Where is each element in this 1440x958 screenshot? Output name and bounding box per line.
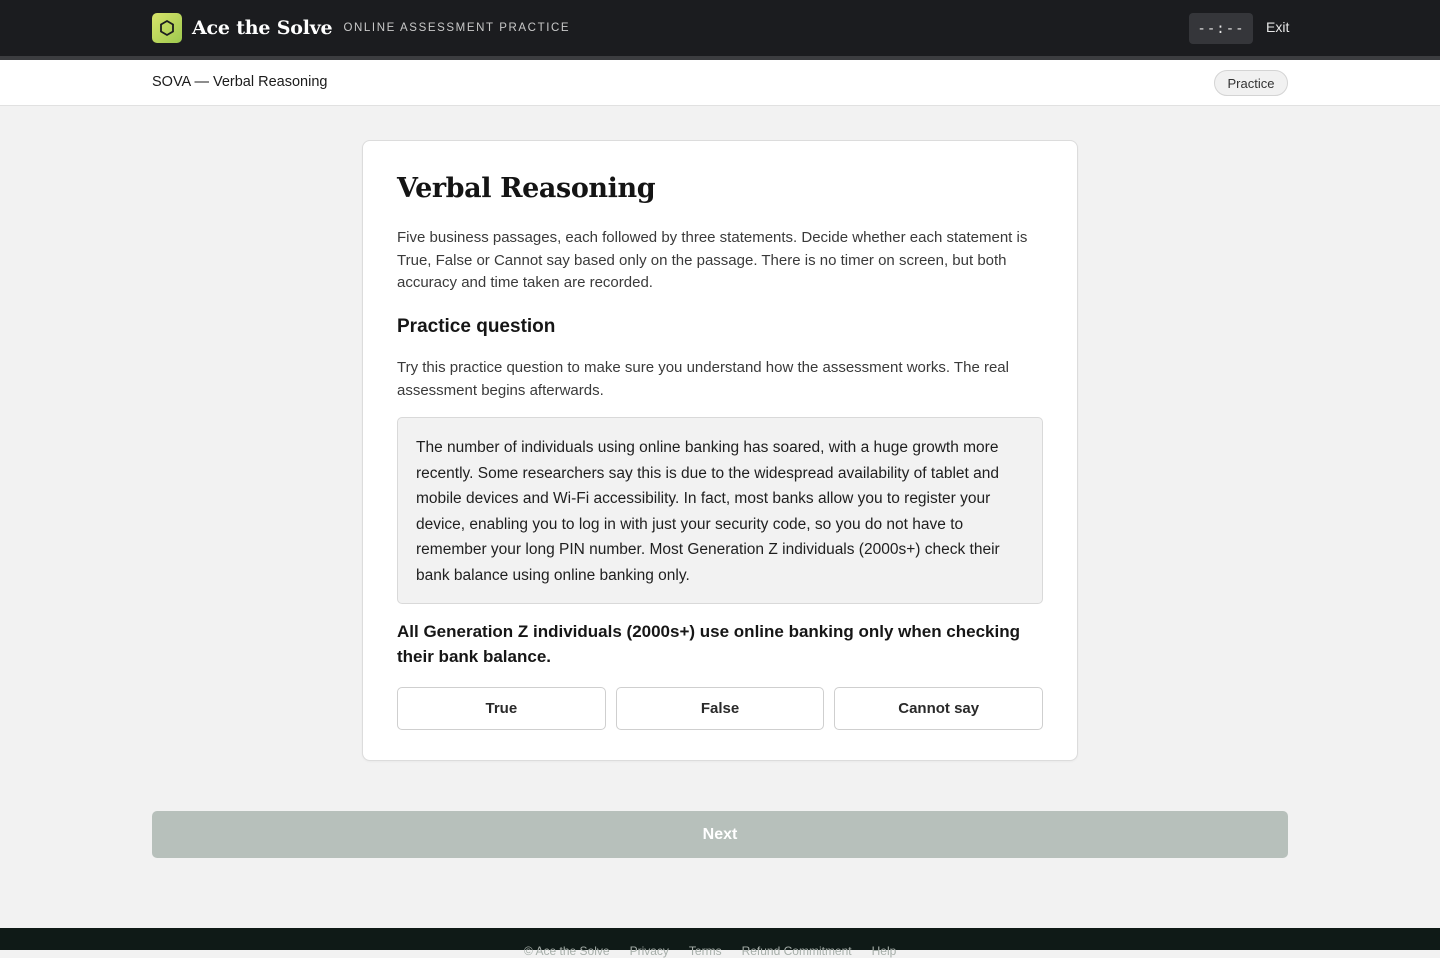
hexagon-icon [152,13,182,43]
answer-options [397,687,1043,730]
brand-subtitle: ONLINE ASSESSMENT PRACTICE [343,22,571,34]
option-false-button[interactable]: False [616,687,825,730]
assessment-title: SOVA — Verbal Reasoning [152,74,328,90]
footer-links [524,944,896,958]
next-button[interactable]: Next [152,811,1288,858]
footer-link-refund[interactable]: Refund Commitment [741,944,852,958]
brand-name: Ace the Solve [192,17,333,39]
brand[interactable] [152,13,570,43]
mode-badge: Practice [1214,70,1288,96]
footer-link-privacy[interactable]: Privacy [629,944,669,958]
timer-display: --:-- [1189,13,1253,44]
intro-text: Five business passages, each followed by three statements. Decide whether each statement is True, False or Cannot say based only on the passage. There is no timer on screen, but both accuracy and time taken are recorded. [397,229,1028,291]
footer-copyright: © Ace the Solve [524,944,610,958]
sub-header [0,60,1440,106]
statement-text: All Generation Z individuals (2000s+) use online banking only when checking their bank balance. [397,622,1020,666]
footer [0,928,1440,958]
footer-link-help[interactable]: Help [871,944,897,958]
option-true-button[interactable]: True [397,687,606,730]
practice-instructions: Try this practice question to make sure you understand how the assessment works. The real assessment begins afterwards. [397,359,1009,399]
question-card [362,140,1078,761]
option-cannot-say-button[interactable]: Cannot say [834,687,1043,730]
exit-link[interactable]: Exit [1266,19,1290,35]
footer-link-terms[interactable]: Terms [688,944,722,958]
card-title: Verbal Reasoning [397,173,656,204]
passage-box: The number of individuals using online banking has soared, with a huge growth more recently. Some researchers say this is due to the widespread availability of tablet and mobile devices and Wi-Fi accessibility. In fact, most banks allow you to register your device, enabling you to log in with just your security code, so you do not have to remember your long PIN number. Most Generation Z individuals (2000s+) check their bank balance using online banking only. [397,417,1043,604]
section-title: Practice question [397,316,556,337]
top-header [0,0,1440,56]
